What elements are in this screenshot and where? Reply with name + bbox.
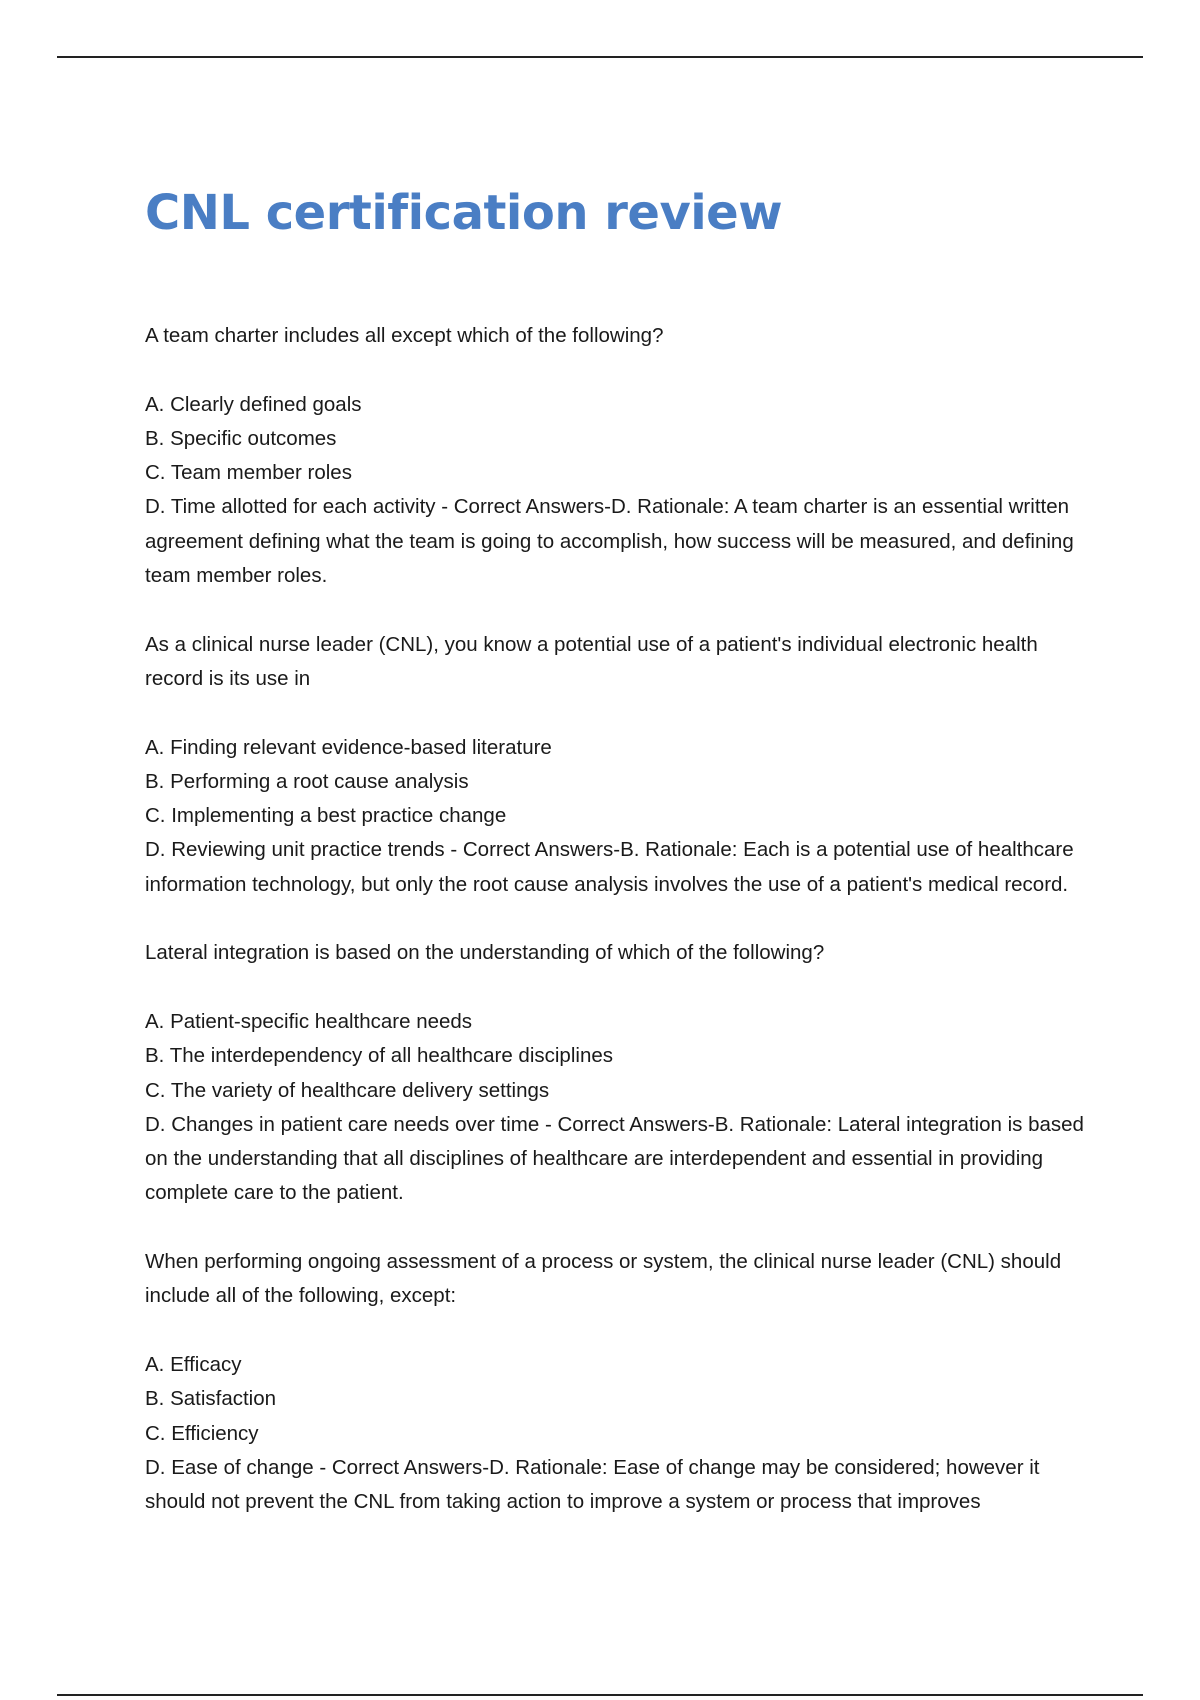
- footer-rule: [57, 1694, 1143, 1696]
- answer-option: A. Finding relevant evidence-based literature: [145, 735, 552, 759]
- answer-option-with-rationale: D. Ease of change - Correct Answers-D. Rationale: Ease of change may be considered; however it should not prevent the CNL from taking action to improve a system or process that improves: [145, 1455, 1040, 1514]
- answer-option: B. The interdependency of all healthcare disciplines: [145, 1044, 613, 1068]
- answer-option: A. Clearly defined goals: [145, 392, 362, 416]
- question-prompt: Lateral integration is based on the understanding of which of the following?: [145, 941, 825, 965]
- answer-options: [145, 388, 1100, 594]
- answer-options: [145, 1005, 1100, 1211]
- question-prompt: A team charter includes all except which of the following?: [145, 324, 664, 347]
- question-block-4: [145, 1245, 1100, 1519]
- document-title: CNL certification review: [145, 185, 783, 241]
- question-block-3: [145, 936, 1100, 1210]
- answer-option: B. Satisfaction: [145, 1387, 277, 1411]
- answer-option: C. Team member roles: [145, 461, 352, 485]
- answer-option: B. Specific outcomes: [145, 426, 337, 450]
- question-prompt: As a clinical nurse leader (CNL), you know a potential use of a patient's individual electronic health record is its use in: [145, 632, 1038, 690]
- answer-option: A. Efficacy: [145, 1352, 242, 1376]
- answer-option: B. Performing a root cause analysis: [145, 769, 469, 793]
- question-block-2: [145, 628, 1100, 902]
- document-body: [145, 319, 1100, 1554]
- answer-option: C. Implementing a best practice change: [145, 804, 507, 828]
- answer-options: [145, 1348, 1100, 1519]
- answer-option-with-rationale: D. Reviewing unit practice trends - Correct Answers-B. Rationale: Each is a potential use of healthcare information technology, but only the root cause analysis involves the use of a patient's medical record.: [145, 838, 1074, 896]
- answer-option: C. Efficiency: [145, 1421, 259, 1445]
- answer-options: [145, 731, 1100, 902]
- header-rule: [57, 56, 1143, 58]
- question-block-1: [145, 319, 1100, 593]
- question-prompt: When performing ongoing assessment of a process or system, the clinical nurse leader (CNL) should include all of the following, except:: [145, 1250, 1062, 1308]
- answer-option-with-rationale: D. Time allotted for each activity - Correct Answers-D. Rationale: A team charter is an essential written agreement defining what the team is going to accomplish, how success will be measured, and defining team member roles.: [145, 495, 1074, 588]
- answer-option-with-rationale: D. Changes in patient care needs over time - Correct Answers-B. Rationale: Lateral integration is based on the understanding that all disciplines of healthcare are interdependent and essential in providing complete care to the patient.: [145, 1112, 1084, 1205]
- answer-option: C. The variety of healthcare delivery settings: [145, 1078, 550, 1102]
- answer-option: A. Patient-specific healthcare needs: [145, 1009, 473, 1033]
